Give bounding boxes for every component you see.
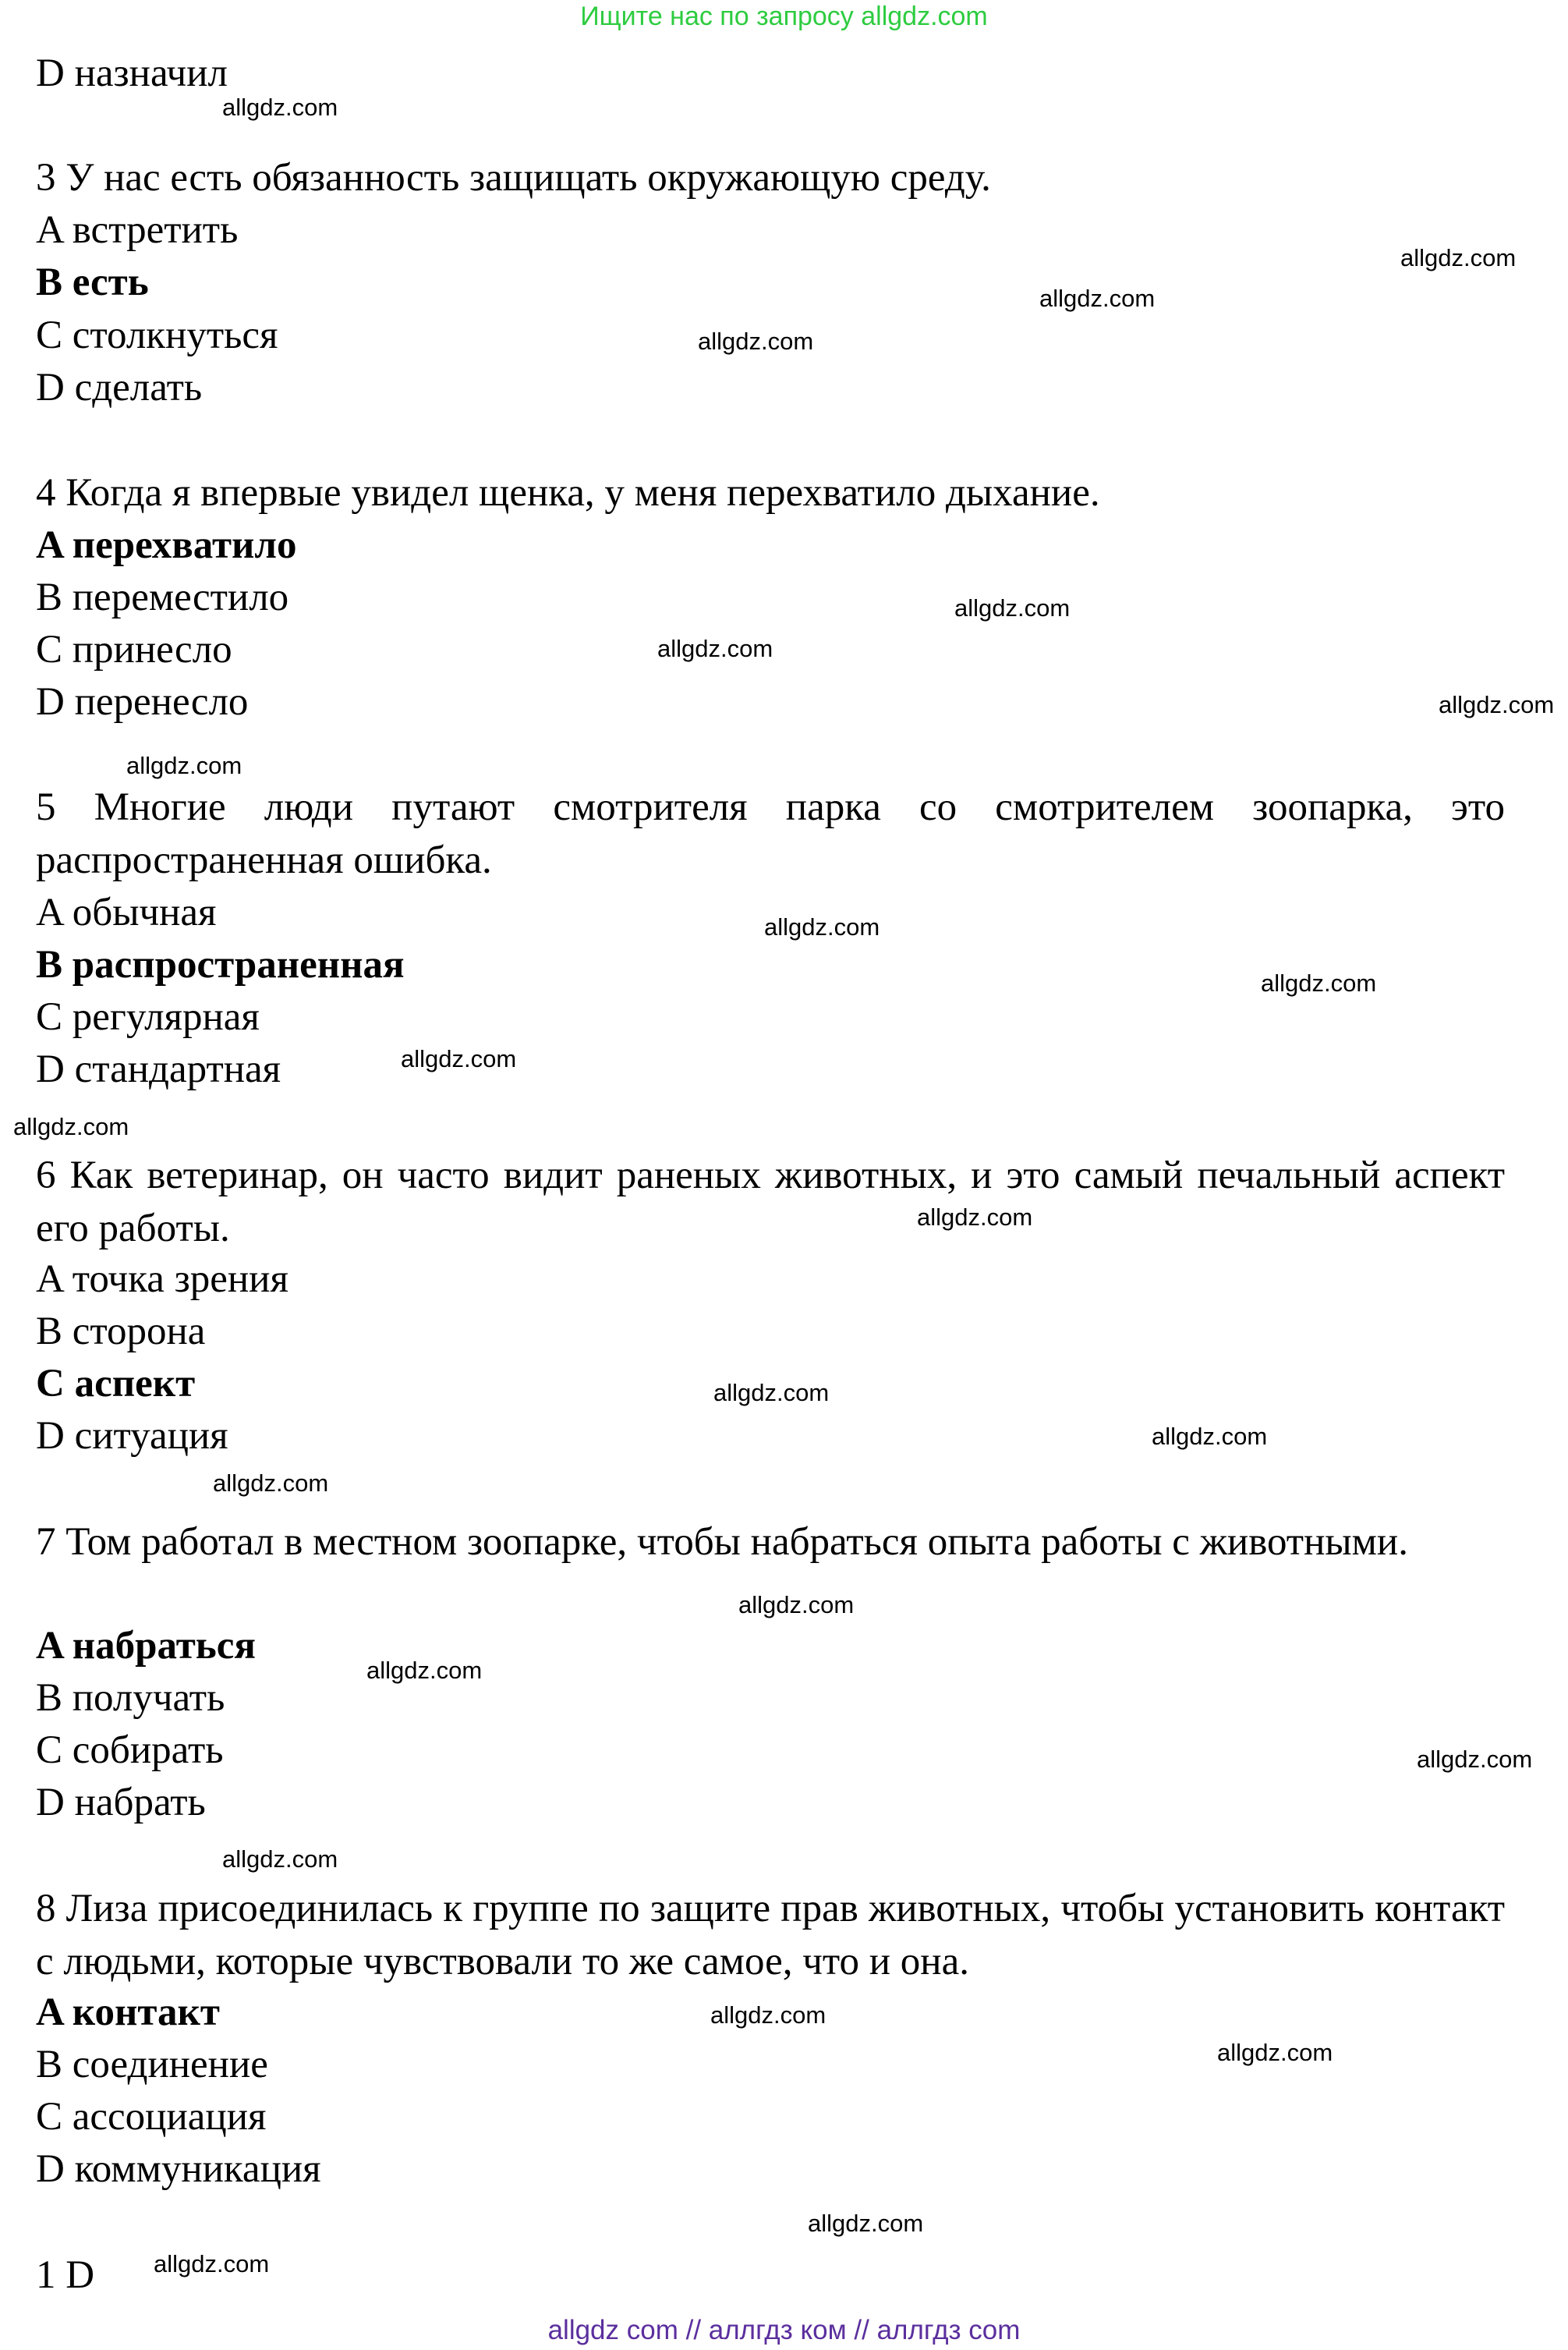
watermark: allgdz.com [1217,2039,1333,2066]
watermark: allgdz.com [808,2210,924,2237]
watermark: allgdz.com [710,2001,826,2029]
watermark: allgdz.com [401,1045,517,1072]
watermark: allgdz.com [366,1657,483,1684]
watermark: allgdz.com [154,2250,270,2277]
question-7: 7 Том работал в местном зоопарке, чтобы набраться опыта работы с животными. [36,1520,1408,1564]
option-line: D назначил [36,51,228,95]
option-line-correct: A набраться [36,1624,256,1668]
footer-banner: allgdz com // аллгдз ком // аллгдз com [547,2315,1021,2345]
option-line: D стандартная [36,1047,281,1091]
question-3: 3 У нас есть обязанность защищать окружающую среду. [36,156,991,200]
watermark: allgdz.com [222,94,338,121]
option-line: D сделать [36,366,203,409]
watermark: allgdz.com [222,1845,338,1873]
watermark: allgdz.com [1439,691,1555,718]
question-8: 8 Лиза присоединилась к группе по защите прав животных, чтобы установить контакт с людьми, которые чувствовали то же самое, что и она. [36,1887,1505,1983]
option-line: B переместило [36,576,289,619]
option-line: B соединение [36,2043,268,2086]
question-4: 4 Когда я впервые увидел щенка, у меня перехватило дыхание. [36,471,1100,515]
answer-line: 1 D [36,2253,95,2297]
option-line: C ассоциация [36,2095,267,2139]
question-5: 5 Многие люди путают смотрителя парка со смотрителем зоопарка, это распространенная ошибка. [36,785,1505,882]
watermark: allgdz.com [13,1113,129,1140]
watermark: allgdz.com [698,328,814,355]
watermark: allgdz.com [657,635,773,662]
watermark: allgdz.com [954,594,1071,622]
watermark: allgdz.com [713,1379,830,1406]
watermark: allgdz.com [126,752,242,779]
option-line: D ситуация [36,1414,228,1458]
option-line: C принесло [36,628,232,672]
option-line-correct: A контакт [36,1990,220,2034]
top-banner: Ищите нас по запросу allgdz.com [580,2,988,31]
watermark: allgdz.com [1152,1423,1268,1450]
option-line-correct: B распространенная [36,943,405,987]
option-line: C собирать [36,1728,224,1772]
option-line-correct: B есть [36,261,149,304]
option-line: A обычная [36,891,217,934]
question-6: 6 Как ветеринар, он часто видит раненых животных, и это самый печальный аспект его работы. [36,1154,1505,1250]
option-line: D набрать [36,1781,206,1824]
watermark: allgdz.com [1039,285,1156,312]
watermark: allgdz.com [917,1203,1033,1231]
watermark: allgdz.com [1261,969,1377,997]
option-line: C столкнуться [36,314,278,357]
option-line: A точка зрения [36,1257,288,1301]
watermark: allgdz.com [738,1591,855,1618]
option-line-correct: C аспект [36,1362,196,1405]
watermark: allgdz.com [1417,1746,1533,1773]
option-line: C регулярная [36,995,260,1039]
option-line: A встретить [36,208,239,252]
option-line: D перенесло [36,680,249,724]
watermark: allgdz.com [213,1469,329,1497]
option-line: D коммуникация [36,2147,321,2191]
watermark: allgdz.com [764,913,880,941]
option-line: B получать [36,1676,225,1720]
option-line: B сторона [36,1310,206,1353]
option-line-correct: A перехватило [36,523,297,567]
watermark: allgdz.com [1400,244,1517,271]
